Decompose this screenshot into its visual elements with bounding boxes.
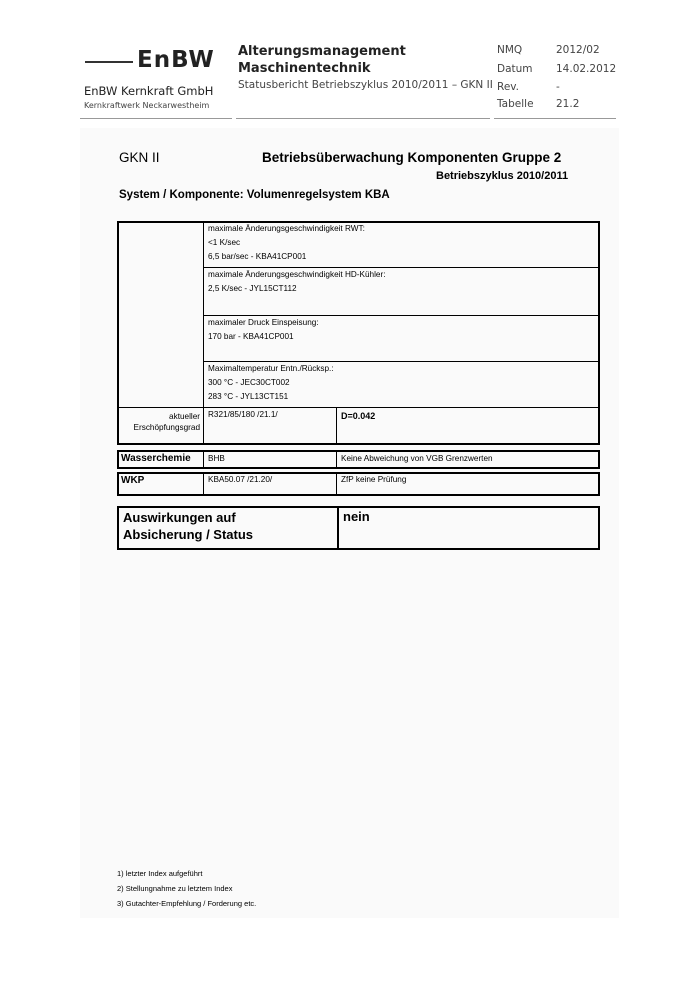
block-temp-line3: 283 °C - JYL13CT151 — [208, 392, 289, 401]
logo-line — [85, 61, 133, 63]
block-temp-line2: 300 °C - JEC30CT002 — [208, 378, 290, 387]
meta-value-nmq: 2012/02 — [556, 44, 600, 56]
block-pressure-line2: 170 bar - KBA41CP001 — [208, 332, 294, 341]
meta-value-tabelle: 21.2 — [556, 98, 580, 110]
meta-value-datum: 14.02.2012 — [556, 63, 617, 75]
table-divider-4 — [117, 407, 600, 408]
water-divider-1 — [203, 450, 204, 469]
header-rule-middle — [236, 118, 490, 119]
exhaustion-label — [120, 411, 200, 433]
exhaustion-label-line1: aktueller — [169, 412, 200, 421]
effects-value: nein — [343, 509, 370, 524]
table-divider-vertical — [203, 221, 204, 445]
wkp-ref: KBA50.07 /21.20/ — [208, 475, 273, 484]
wkp-label: WKP — [121, 475, 145, 486]
footnote-1: 1) letzter Index aufgeführt — [117, 869, 203, 878]
water-chemistry-text: Keine Abweichung von VGB Grenzwerten — [341, 454, 493, 463]
wkp-divider-1 — [203, 472, 204, 496]
header-rule-left — [80, 118, 232, 119]
plant-name: Kernkraftwerk Neckarwestheim — [84, 101, 210, 110]
cycle-label: Betriebszyklus 2010/2011 — [436, 170, 569, 182]
block-rwt-line3: 6,5 bar/sec - KBA41CP001 — [208, 252, 307, 261]
water-chemistry-ref: BHB — [208, 454, 225, 463]
header-title-line2: Maschinentechnik — [238, 61, 371, 76]
plant-code: GKN II — [119, 150, 160, 165]
meta-value-rev: - — [556, 81, 560, 93]
system-label: System / Komponente: Volumenregelsystem KBA — [119, 189, 390, 201]
block-temp-title: Maximaltemperatur Entn./Rücksp.: — [208, 364, 334, 373]
block-rwt-title: maximale Änderungsgeschwindigkeit RWT: — [208, 224, 365, 233]
meta-key-tabelle: Tabelle — [497, 98, 534, 110]
exhaustion-label-line2: Erschöpfungsgrad — [133, 423, 200, 432]
wkp-text: ZfP keine Prüfung — [341, 475, 407, 484]
meta-key-rev: Rev. — [497, 81, 520, 93]
effects-label — [123, 509, 253, 543]
block-temperature — [208, 362, 334, 404]
footnote-2: 2) Stellungnahme zu letztem Index — [117, 884, 233, 893]
effects-label-line1: Auswirkungen auf — [123, 510, 236, 525]
header-title-line1: Alterungsmanagement — [238, 44, 406, 59]
block-pressure-title: maximaler Druck Einspeisung: — [208, 318, 319, 327]
exhaustion-value: D=0.042 — [341, 411, 376, 421]
block-rwt-line2: <1 K/sec — [208, 238, 241, 247]
company-logo: EnBW — [137, 47, 215, 73]
header-rule-right — [494, 118, 616, 119]
header-subtitle: Statusbericht Betriebszyklus 2010/2011 – GKN II — [238, 79, 493, 91]
wkp-divider-2 — [336, 472, 337, 496]
block-hd-title: maximale Änderungsgeschwindigkeit HD-Kühler: — [208, 270, 386, 279]
table-divider-exhaustion — [336, 407, 337, 445]
company-name: EnBW Kernkraft GmbH — [84, 84, 214, 98]
block-hd-cooler — [208, 268, 385, 296]
exhaustion-ref: R321/85/180 /21.1/ — [208, 410, 278, 419]
water-chemistry-label: Wasserchemie — [121, 453, 191, 464]
effects-divider — [337, 506, 339, 550]
monitoring-title: Betriebsüberwachung Komponenten Gruppe 2 — [262, 150, 562, 165]
block-rwt — [208, 222, 365, 264]
water-divider-2 — [336, 450, 337, 469]
block-hd-line2: 2,5 K/sec - JYL15CT112 — [208, 284, 297, 293]
meta-key-datum: Datum — [497, 63, 533, 75]
effects-label-line2: Absicherung / Status — [123, 527, 254, 542]
block-pressure — [208, 316, 319, 344]
meta-key-nmq: NMQ — [497, 44, 523, 56]
footnote-3: 3) Gutachter-Empfehlung / Forderung etc. — [117, 899, 257, 908]
